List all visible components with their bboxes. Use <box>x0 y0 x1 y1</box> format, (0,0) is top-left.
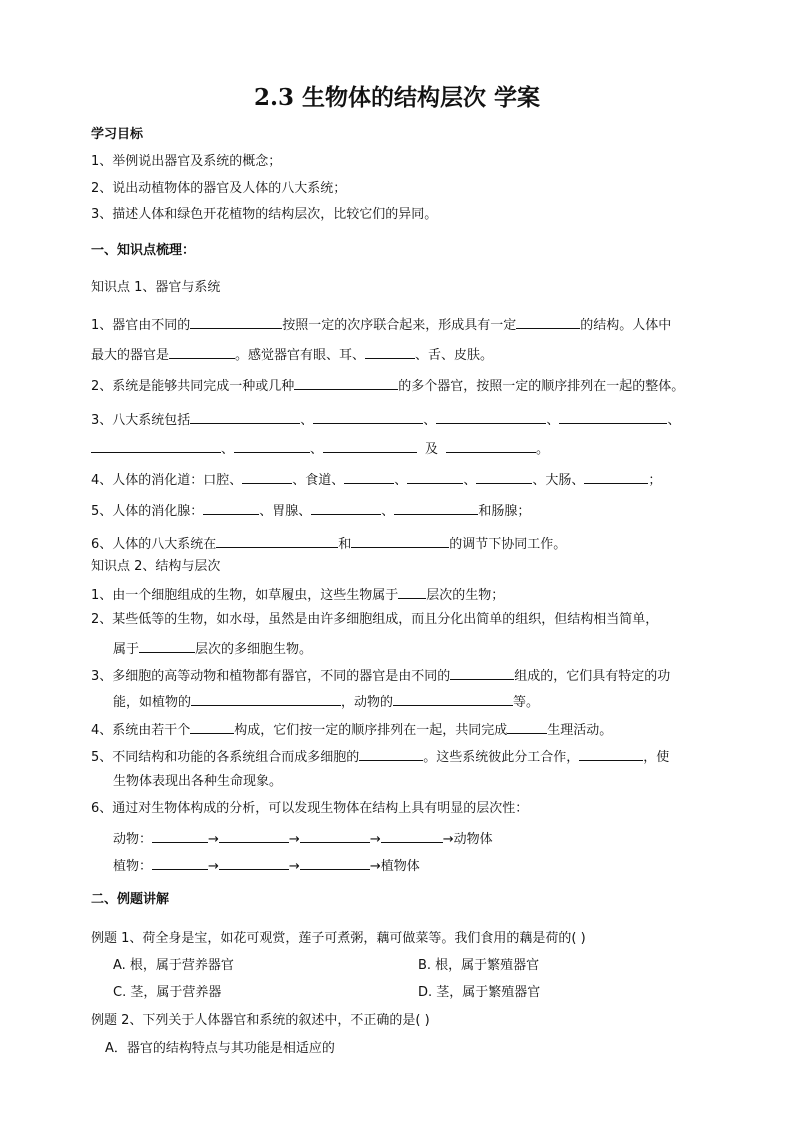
kp2-question-1: 1、由一个细胞组成的生物，如草履虫，这些生物属于 层次的生物； <box>91 584 504 605</box>
answer-blank[interactable] <box>219 855 289 870</box>
answer-blank[interactable] <box>398 584 426 599</box>
question-3-line-2: 、 、 及 。 <box>91 438 549 459</box>
answer-blank[interactable] <box>393 691 513 706</box>
example-2-question: 例题 2、下列关于人体器官和系统的叙述中，不正确的是( ) <box>91 1013 430 1028</box>
answer-blank[interactable] <box>436 409 546 424</box>
answer-blank[interactable] <box>344 469 394 484</box>
kp2-question-2-line-1: 2、某些低等的生物，如水母，虽然是由许多细胞组成，而且分化出简单的组织，但结构相当简单， <box>91 612 659 627</box>
goal-item: 1、举例说出器官及系统的概念； <box>91 154 282 169</box>
answer-blank[interactable] <box>190 719 234 734</box>
question-5: 5、人体的消化腺： 、胃腺、 、 和肠腺； <box>91 500 530 521</box>
question-1-line-1: 1、器官由不同的 按照一定的次序联合起来，形成具有一定 的结构。人体中 <box>91 314 671 335</box>
section1-heading: 一、知识点梳理： <box>91 243 196 258</box>
answer-blank[interactable] <box>300 828 370 843</box>
section2-heading: 二、例题讲解 <box>91 892 170 907</box>
example-1-option-c[interactable]: C. 茎，属于营养器 <box>113 985 222 1000</box>
answer-blank[interactable] <box>191 691 341 706</box>
example-1-option-b[interactable]: B. 根，属于繁殖器官 <box>418 958 540 973</box>
animal-hierarchy: 动物： → → → →动物体 <box>113 828 493 849</box>
answer-blank[interactable] <box>139 638 195 653</box>
answer-blank[interactable] <box>311 500 381 515</box>
answer-blank[interactable] <box>450 665 514 680</box>
knowledge-point-1-heading: 知识点 1、器官与系统 <box>91 280 221 295</box>
question-4: 4、人体的消化道：口腔、 、食道、 、 、 、大肠、 ； <box>91 469 661 490</box>
page-title: 2.3 生物体的结构层次 学案 <box>253 84 541 111</box>
answer-blank[interactable] <box>300 855 370 870</box>
answer-blank[interactable] <box>584 469 648 484</box>
answer-blank[interactable] <box>242 469 292 484</box>
answer-blank[interactable] <box>579 746 643 761</box>
example-2-option-a[interactable]: A．器官的结构特点与其功能是相适应的 <box>105 1041 335 1056</box>
question-6: 6、人体的八大系统在 和 的调节下协同工作。 <box>91 533 566 554</box>
goal-item: 3、描述人体和绿色开花植物的结构层次，比较它们的异同。 <box>91 207 438 222</box>
kp2-question-3-line-2: 能，如植物的 ，动物的 等。 <box>113 691 539 712</box>
answer-blank[interactable] <box>407 469 463 484</box>
answer-blank[interactable] <box>152 828 208 843</box>
answer-blank[interactable] <box>559 409 667 424</box>
answer-blank[interactable] <box>323 438 417 453</box>
answer-blank[interactable] <box>313 409 423 424</box>
goal-item: 2、说出动植物体的器官及人体的八大系统； <box>91 181 347 196</box>
answer-blank[interactable] <box>190 314 282 329</box>
kp2-question-3-line-1: 3、多细胞的高等动物和植物都有器官，不同的器官是由不同的 组成的，它们具有特定的功 <box>91 665 670 686</box>
answer-blank[interactable] <box>216 533 338 548</box>
answer-blank[interactable] <box>203 500 259 515</box>
plant-hierarchy: 植物： → → →植物体 <box>113 855 420 876</box>
answer-blank[interactable] <box>169 344 235 359</box>
kp2-question-2-line-2: 属于 层次的多细胞生物。 <box>113 638 312 659</box>
question-3-line-1: 3、八大系统包括 、 、 、 、 <box>91 409 680 430</box>
answer-blank[interactable] <box>507 719 547 734</box>
kp2-question-5-line-1: 5、不同结构和功能的各系统组合而成多细胞的 。这些系统彼此分工合作， ，使 <box>91 746 669 767</box>
question-1-line-2: 最大的器官是 。感觉器官有眼、耳、 、舌、皮肤。 <box>91 344 493 365</box>
example-1-option-d[interactable]: D. 茎，属于繁殖器官 <box>418 985 541 1000</box>
kp2-question-5-line-2: 生物体表现出各种生命现象。 <box>113 774 283 789</box>
answer-blank[interactable] <box>190 409 300 424</box>
answer-blank[interactable] <box>359 746 423 761</box>
answer-blank[interactable] <box>381 828 443 843</box>
goals-heading: 学习目标 <box>91 127 144 142</box>
question-2: 2、系统是能够共同完成一种或几种 的多个器官，按照一定的顺序排列在一起的整体。 <box>91 375 684 396</box>
answer-blank[interactable] <box>446 438 536 453</box>
answer-blank[interactable] <box>394 500 478 515</box>
answer-blank[interactable] <box>476 469 532 484</box>
answer-blank[interactable] <box>351 533 449 548</box>
answer-blank[interactable] <box>365 344 415 359</box>
answer-blank[interactable] <box>234 438 310 453</box>
answer-blank[interactable] <box>91 438 221 453</box>
example-1-question: 例题 1、荷全身是宝，如花可观赏，莲子可煮粥，藕可做菜等。我们食用的藕是荷的( ) <box>91 931 586 946</box>
kp2-question-6: 6、通过对生物体构成的分析，可以发现生物体在结构上具有明显的层次性： <box>91 801 529 816</box>
kp2-question-4: 4、系统由若干个 构成，它们按一定的顺序排列在一起，共同完成 生理活动。 <box>91 719 612 740</box>
answer-blank[interactable] <box>152 855 208 870</box>
answer-blank[interactable] <box>516 314 580 329</box>
example-1-option-a[interactable]: A. 根，属于营养器官 <box>113 958 234 973</box>
knowledge-point-2-heading: 知识点 2、结构与层次 <box>91 559 221 574</box>
answer-blank[interactable] <box>219 828 289 843</box>
answer-blank[interactable] <box>294 375 398 390</box>
